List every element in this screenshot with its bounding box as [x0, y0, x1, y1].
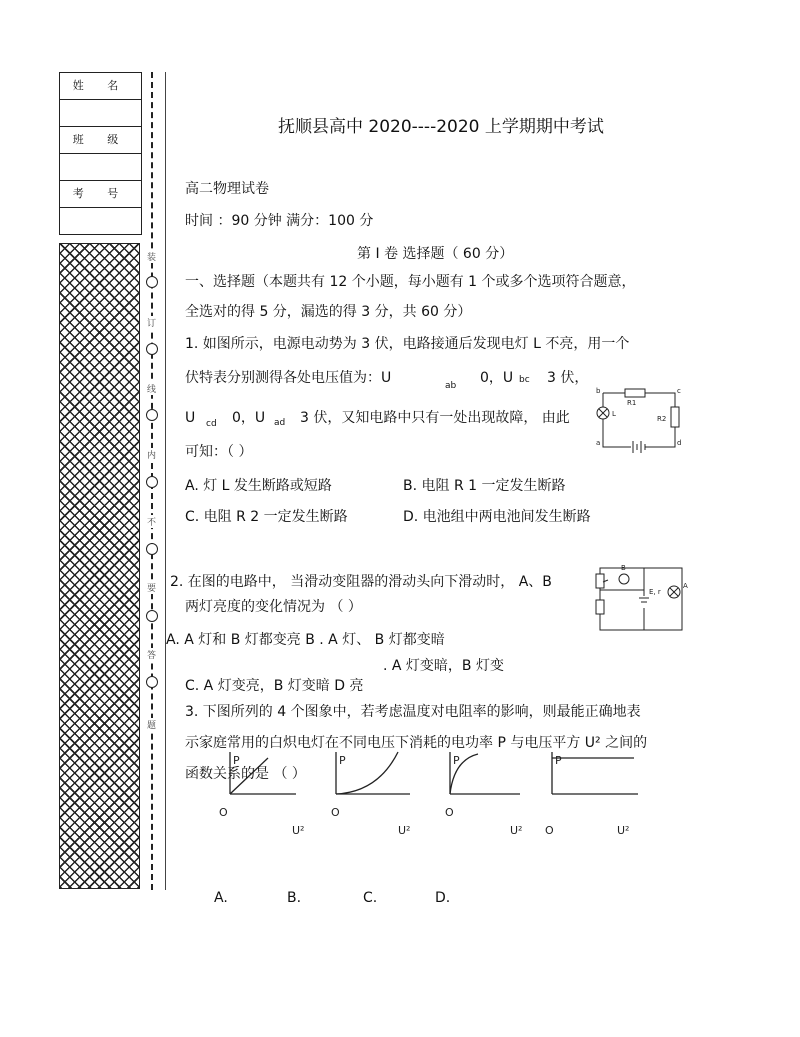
binding-ring: [146, 676, 158, 688]
q3-axis-u: U²: [292, 824, 305, 837]
q3-origin: O: [219, 806, 228, 819]
q1-circuit-diagram: [593, 385, 685, 455]
q2-option-d-tail: . A 灯变暗，B 灯变: [383, 658, 504, 674]
q2-label-er: E, r: [649, 588, 661, 596]
q3-graphs: [210, 748, 650, 843]
q3-line-2: 示家庭常用的白炽电灯在不同电压下消耗的电功率 P 与电压平方 U² 之间的: [185, 735, 648, 751]
q3-label-a: A.: [214, 890, 228, 906]
binding-ring: [146, 409, 158, 421]
q1-line-3c: 3 伏，又知电路中只有一处出现故障， 由此: [300, 410, 570, 426]
q3-origin: O: [545, 824, 554, 837]
binding-char: 装: [147, 250, 156, 263]
q3-label-d: D.: [435, 890, 451, 906]
q1-line-3a: U: [185, 410, 196, 426]
subject-line: 高二物理试卷: [185, 181, 269, 197]
q1-sub-ad: ad: [274, 418, 286, 428]
q3-graph-d: [552, 752, 638, 794]
q1-sub-ab: ab: [445, 381, 457, 391]
binding-ring: [146, 476, 158, 488]
binding-char: 不: [147, 515, 156, 528]
id-label: 考 号: [60, 181, 141, 208]
q2-label-b: B: [621, 564, 626, 572]
q1-line-2a: 伏特表分别测得各处电压值为：U: [185, 370, 392, 386]
q3-label-b: B.: [287, 890, 302, 906]
q2-lamp-b-icon: [619, 574, 629, 584]
q1-resistor-r1: [625, 389, 645, 397]
q3-axis-p: P: [339, 754, 346, 767]
binding-solid-line: [165, 72, 166, 890]
time-score-line: 时间 ：90 分钟 满分：100 分: [185, 213, 374, 229]
binding-char: 题: [147, 718, 156, 731]
binding-char: 订: [147, 316, 156, 329]
q3-axis-u: U²: [617, 824, 630, 837]
q2-line-2: 两灯亮度的变化情况为 （ ）: [185, 599, 362, 615]
q1-sub-cd: cd: [206, 419, 217, 429]
q1-line-2b: 0，U: [480, 370, 514, 386]
q2-label-a: A: [683, 582, 688, 590]
q3-graph-a: [230, 752, 296, 794]
q1-label-r2: R2: [657, 415, 667, 423]
q1-label-b: b: [596, 387, 601, 395]
class-field[interactable]: [60, 154, 141, 181]
instruction-line-2: 全选对的得 5 分，漏选的得 3 分，共 60 分）: [185, 304, 472, 320]
q3-line-3: 函数关系的是 （ ）: [185, 766, 306, 782]
binding-char: 线: [147, 382, 156, 395]
id-field[interactable]: [60, 208, 141, 234]
q2-resistor: [596, 600, 604, 614]
q1-label-l: L: [612, 410, 616, 418]
q1-option-d: D. 电池组中两电池间发生断路: [403, 509, 591, 525]
q3-axis-u: U²: [398, 824, 411, 837]
q2-option-cd: C. A 灯变亮，B 灯变暗 D 亮: [185, 678, 364, 694]
q3-line-1: 3. 下图所列的 4 个图象中，若考虑温度对电阻率的影响，则最能正确地表: [185, 704, 641, 720]
q1-label-d: d: [677, 439, 682, 447]
q1-resistor-r2: [671, 407, 679, 427]
q3-label-c: C.: [363, 890, 378, 906]
q3-origin: O: [331, 806, 340, 819]
q1-line-1: 1. 如图所示，电源电动势为 3 伏，电路接通后发现电灯 L 不亮，用一个: [185, 336, 630, 352]
q1-option-b: B. 电阻 R 1 一定发生断路: [403, 478, 566, 494]
q1-option-a: A. 灯 L 发生断路或短路: [185, 478, 332, 494]
q1-line-3b: 0，U: [232, 410, 266, 426]
q1-option-c: C. 电阻 R 2 一定发生断路: [185, 509, 348, 525]
q1-line-2c: 3 伏，: [547, 370, 589, 386]
name-field[interactable]: [60, 100, 141, 127]
q3-axis-p: P: [555, 754, 562, 767]
exam-title: 抚顺县高中 2020----2020 上学期期中考试: [278, 117, 604, 137]
q3-axis-p: P: [233, 754, 240, 767]
instruction-line-1: 一、选择题（本题共有 12 个小题，每小题有 1 个或多个选项符合题意，: [185, 274, 636, 290]
binding-char: 要: [147, 581, 156, 594]
q3-axis-u: U²: [510, 824, 523, 837]
q2-circuit-diagram: [586, 560, 690, 636]
binding-ring: [146, 610, 158, 622]
section-heading: 第 I 卷 选择题（ 60 分）: [357, 246, 514, 262]
binding-ring: [146, 543, 158, 555]
q1-label-c: c: [677, 387, 681, 395]
q1-label-r1: R1: [627, 399, 637, 407]
q3-graph-b: [336, 752, 410, 794]
student-info-table: [59, 72, 142, 235]
q1-sub-bc: bc: [519, 375, 530, 385]
q3-graph-c: [450, 752, 520, 794]
class-label: 班 级: [60, 127, 141, 154]
q2-line-1: 2. 在图的电路中， 当滑动变阻器的滑动头向下滑动时， A、B: [170, 574, 552, 590]
q1-label-a: a: [596, 439, 601, 447]
q3-axis-p: P: [453, 754, 460, 767]
name-label: 姓 名: [60, 73, 141, 100]
binding-ring: [146, 276, 158, 288]
hatched-margin: [59, 243, 140, 889]
q2-option-ab: A. A 灯和 B 灯都变亮 B . A 灯、 B 灯都变暗: [166, 632, 445, 648]
binding-char: 内: [147, 448, 156, 461]
q2-rheostat: [596, 574, 604, 588]
q3-origin: O: [445, 806, 454, 819]
binding-char: 答: [147, 648, 156, 661]
binding-ring: [146, 343, 158, 355]
q1-line-4: 可知：（ ）: [185, 444, 253, 460]
